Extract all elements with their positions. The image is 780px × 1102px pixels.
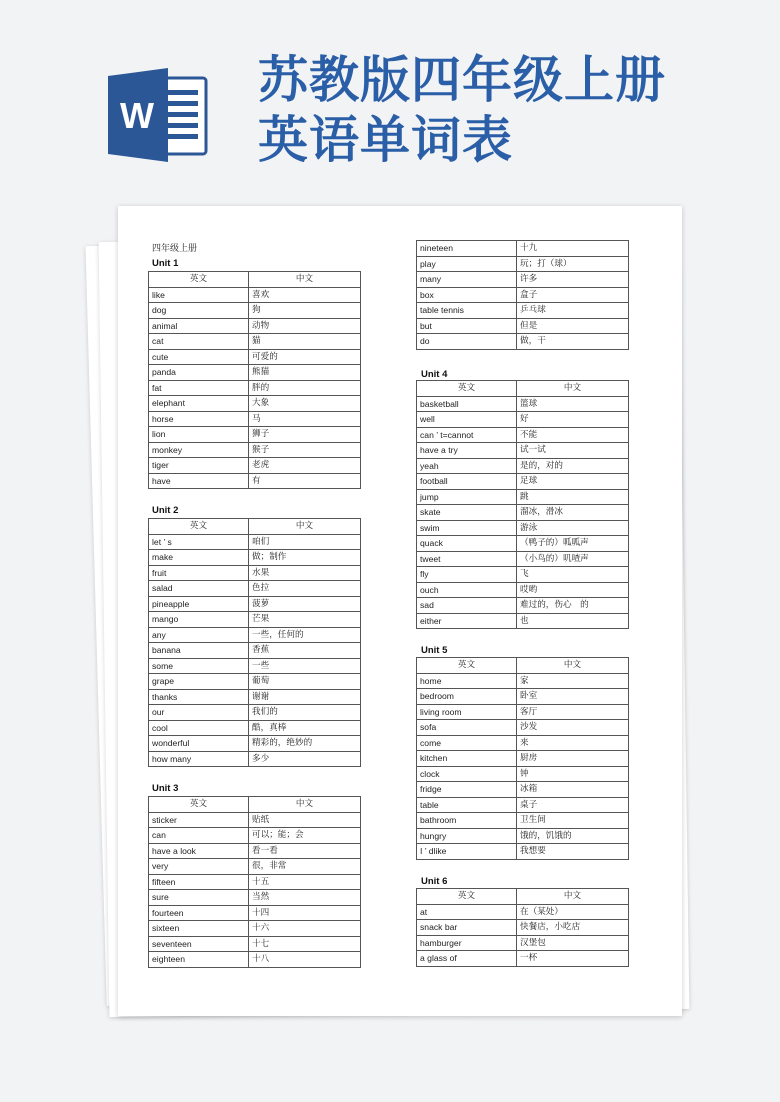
chinese-meaning: 做，干 [517, 334, 629, 350]
table-row [149, 318, 361, 334]
table-row [417, 536, 629, 552]
chinese-meaning: 好 [517, 412, 629, 428]
english-word: swim [417, 520, 517, 536]
table-row [149, 921, 361, 937]
vocab-table [416, 240, 629, 350]
table-row [417, 489, 629, 505]
unit-title: Unit 3 [152, 783, 179, 794]
table-row [417, 272, 629, 288]
english-word: nineteen [417, 241, 517, 257]
english-word: fat [149, 380, 249, 396]
table-row [149, 334, 361, 350]
chinese-meaning: 胖的 [249, 380, 361, 396]
chinese-meaning: 可爱的 [249, 349, 361, 365]
chinese-meaning: 家 [517, 673, 629, 689]
english-word: box [417, 287, 517, 303]
table-row [149, 705, 361, 721]
english-word: seventeen [149, 936, 249, 952]
chinese-meaning: 十七 [249, 936, 361, 952]
chinese-meaning: 水果 [249, 565, 361, 581]
table-row [417, 735, 629, 751]
column-header-english: 英文 [149, 272, 249, 288]
english-word: lion [149, 427, 249, 443]
table-row [417, 720, 629, 736]
table-row [149, 612, 361, 628]
header-banner [0, 0, 780, 200]
table-row [149, 411, 361, 427]
english-word: eighteen [149, 952, 249, 968]
english-word: salad [149, 581, 249, 597]
english-word: jump [417, 489, 517, 505]
chinese-meaning: 在（某处） [517, 904, 629, 920]
english-word: have a look [149, 843, 249, 859]
english-word: tiger [149, 458, 249, 474]
chinese-meaning: 玩；打（球） [517, 256, 629, 272]
chinese-meaning: 马 [249, 411, 361, 427]
table-row [417, 474, 629, 490]
english-word: fourteen [149, 905, 249, 921]
chinese-meaning: 一些 [249, 658, 361, 674]
table-row [149, 689, 361, 705]
table-row [149, 427, 361, 443]
english-word: clock [417, 766, 517, 782]
english-word: well [417, 412, 517, 428]
english-word: many [417, 272, 517, 288]
english-word: fifteen [149, 874, 249, 890]
english-word: do [417, 334, 517, 350]
chinese-meaning: 香蕉 [249, 643, 361, 659]
english-word: let ’ s [149, 534, 249, 550]
english-word: table [417, 797, 517, 813]
english-word: either [417, 613, 517, 629]
table-row [149, 812, 361, 828]
table-row [417, 766, 629, 782]
table-row [417, 782, 629, 798]
chinese-meaning: （鸭子的）呱呱声 [517, 536, 629, 552]
column-header-english: 英文 [417, 381, 517, 397]
chinese-meaning: 熊猫 [249, 365, 361, 381]
english-word: have [149, 473, 249, 489]
table-row [417, 813, 629, 829]
table-row [417, 598, 629, 614]
vocab-table [416, 888, 629, 967]
chinese-meaning: 我想要 [517, 844, 629, 860]
table-row [149, 287, 361, 303]
chinese-meaning: 一些，任何的 [249, 627, 361, 643]
english-word: tweet [417, 551, 517, 567]
english-word: our [149, 705, 249, 721]
english-word: cool [149, 720, 249, 736]
english-word: living room [417, 704, 517, 720]
english-word: yeah [417, 458, 517, 474]
table-row [149, 550, 361, 566]
english-word: monkey [149, 442, 249, 458]
english-word: cat [149, 334, 249, 350]
chinese-meaning: 十四 [249, 905, 361, 921]
column-header-chinese: 中文 [249, 797, 361, 813]
column-header-english: 英文 [149, 519, 249, 535]
chinese-meaning: 贴纸 [249, 812, 361, 828]
title-line-2: 英语单词表 [258, 110, 513, 169]
chinese-meaning: 芒果 [249, 612, 361, 628]
table-row [417, 318, 629, 334]
chinese-meaning: 很，非常 [249, 859, 361, 875]
table-row [149, 905, 361, 921]
chinese-meaning: 客厅 [517, 704, 629, 720]
chinese-meaning: 咱们 [249, 534, 361, 550]
table-row [149, 736, 361, 752]
chinese-meaning: 十六 [249, 921, 361, 937]
chinese-meaning: 猴子 [249, 442, 361, 458]
column-header-chinese: 中文 [249, 519, 361, 535]
unit-title: Unit 4 [421, 369, 448, 380]
chinese-meaning: 也 [517, 613, 629, 629]
english-word: cute [149, 349, 249, 365]
chinese-meaning: 菠萝 [249, 596, 361, 612]
chinese-meaning: 有 [249, 473, 361, 489]
table-row [149, 674, 361, 690]
title-line-1: 苏教版四年级上册 [258, 50, 666, 109]
table-row [417, 427, 629, 443]
chinese-meaning: 精彩的，绝妙的 [249, 736, 361, 752]
table-row [149, 303, 361, 319]
english-word: horse [149, 411, 249, 427]
table-row [149, 380, 361, 396]
chinese-meaning: 大象 [249, 396, 361, 412]
table-row [417, 520, 629, 536]
english-word: fruit [149, 565, 249, 581]
chinese-meaning: 卫生间 [517, 813, 629, 829]
english-word: any [149, 627, 249, 643]
table-row [149, 565, 361, 581]
chinese-meaning: 是的，对的 [517, 458, 629, 474]
vocab-table [416, 380, 629, 629]
page-title [258, 50, 666, 170]
table-row [417, 935, 629, 951]
chinese-meaning: 十八 [249, 952, 361, 968]
english-word: bedroom [417, 689, 517, 705]
english-word: come [417, 735, 517, 751]
table-row [417, 673, 629, 689]
english-word: table tennis [417, 303, 517, 319]
table-row [417, 287, 629, 303]
chinese-meaning: 喜欢 [249, 287, 361, 303]
chinese-meaning: 当然 [249, 890, 361, 906]
chinese-meaning: 一杯 [517, 951, 629, 967]
english-word: at [417, 904, 517, 920]
table-row [149, 874, 361, 890]
chinese-meaning: 冰箱 [517, 782, 629, 798]
english-word: dog [149, 303, 249, 319]
column-header-english: 英文 [417, 658, 517, 674]
column-header-chinese: 中文 [249, 272, 361, 288]
chinese-meaning: 谢谢 [249, 689, 361, 705]
chinese-meaning: 游泳 [517, 520, 629, 536]
english-word: snack bar [417, 920, 517, 936]
chinese-meaning: 十五 [249, 874, 361, 890]
chinese-meaning: 老虎 [249, 458, 361, 474]
chinese-meaning: 许多 [517, 272, 629, 288]
chinese-meaning: 难过的，伤心 的 [517, 598, 629, 614]
table-row [149, 952, 361, 968]
english-word: sticker [149, 812, 249, 828]
english-word: sixteen [149, 921, 249, 937]
english-word: fly [417, 567, 517, 583]
chinese-meaning: 色拉 [249, 581, 361, 597]
chinese-meaning: 看一看 [249, 843, 361, 859]
chinese-meaning: 飞 [517, 567, 629, 583]
table-row [149, 643, 361, 659]
chinese-meaning: 十九 [517, 241, 629, 257]
table-row [417, 303, 629, 319]
table-row [149, 396, 361, 412]
table-row [417, 458, 629, 474]
chinese-meaning: （小鸟的）叽喳声 [517, 551, 629, 567]
chinese-meaning: 厨房 [517, 751, 629, 767]
table-row [149, 890, 361, 906]
table-row [149, 751, 361, 767]
logo-letter: W [120, 95, 154, 136]
vocab-table [148, 271, 361, 489]
table-row [417, 443, 629, 459]
chinese-meaning: 但是 [517, 318, 629, 334]
unit-title: Unit 1 [152, 258, 179, 269]
table-row [417, 828, 629, 844]
table-row [417, 797, 629, 813]
table-row [417, 751, 629, 767]
table-row [417, 689, 629, 705]
unit-title: Unit 5 [421, 645, 448, 656]
word-logo-icon [108, 68, 208, 162]
english-word: hungry [417, 828, 517, 844]
vocab-table [416, 657, 629, 860]
chinese-meaning: 溜冰，滑冰 [517, 505, 629, 521]
english-word: football [417, 474, 517, 490]
unit-title: Unit 6 [421, 876, 448, 887]
chinese-meaning: 狗 [249, 303, 361, 319]
english-word: home [417, 673, 517, 689]
vocab-table [148, 518, 361, 767]
chinese-meaning: 桌子 [517, 797, 629, 813]
chinese-meaning: 哎哟 [517, 582, 629, 598]
english-word: banana [149, 643, 249, 659]
chinese-meaning: 做；制作 [249, 550, 361, 566]
table-row [149, 596, 361, 612]
table-row [149, 473, 361, 489]
chinese-meaning: 试一试 [517, 443, 629, 459]
chinese-meaning: 卧室 [517, 689, 629, 705]
table-row [149, 828, 361, 844]
table-row [417, 613, 629, 629]
english-word: basketball [417, 396, 517, 412]
chinese-meaning: 乒乓球 [517, 303, 629, 319]
english-word: panda [149, 365, 249, 381]
table-row [417, 582, 629, 598]
table-row [149, 349, 361, 365]
english-word: I ’ dlike [417, 844, 517, 860]
english-word: can [149, 828, 249, 844]
table-row [417, 704, 629, 720]
english-word: thanks [149, 689, 249, 705]
chinese-meaning: 篮球 [517, 396, 629, 412]
table-row [149, 534, 361, 550]
english-word: sad [417, 598, 517, 614]
column-header-english: 英文 [417, 889, 517, 905]
vocab-table [148, 796, 361, 968]
table-row [417, 951, 629, 967]
english-word: make [149, 550, 249, 566]
table-row [149, 859, 361, 875]
column-header-chinese: 中文 [517, 658, 629, 674]
english-word: wonderful [149, 736, 249, 752]
chinese-meaning: 动物 [249, 318, 361, 334]
chinese-meaning: 来 [517, 735, 629, 751]
english-word: how many [149, 751, 249, 767]
table-row [417, 256, 629, 272]
english-word: have a try [417, 443, 517, 459]
table-row [149, 936, 361, 952]
chinese-meaning: 盒子 [517, 287, 629, 303]
chinese-meaning: 汉堡包 [517, 935, 629, 951]
english-word: play [417, 256, 517, 272]
english-word: sofa [417, 720, 517, 736]
table-row [149, 442, 361, 458]
table-row [417, 412, 629, 428]
chinese-meaning: 跳 [517, 489, 629, 505]
english-word: quack [417, 536, 517, 552]
chinese-meaning: 钟 [517, 766, 629, 782]
english-word: fridge [417, 782, 517, 798]
chinese-meaning: 饿的，饥饿的 [517, 828, 629, 844]
english-word: mango [149, 612, 249, 628]
grade-label: 四年级上册 [152, 244, 198, 254]
table-row [417, 505, 629, 521]
english-word: pineapple [149, 596, 249, 612]
chinese-meaning: 足球 [517, 474, 629, 490]
table-row [417, 844, 629, 860]
chinese-meaning: 葡萄 [249, 674, 361, 690]
table-row [149, 843, 361, 859]
column-header-chinese: 中文 [517, 889, 629, 905]
english-word: hamburger [417, 935, 517, 951]
english-word: ouch [417, 582, 517, 598]
table-row [417, 396, 629, 412]
english-word: elephant [149, 396, 249, 412]
table-row [417, 334, 629, 350]
english-word: animal [149, 318, 249, 334]
english-word: like [149, 287, 249, 303]
chinese-meaning: 沙发 [517, 720, 629, 736]
table-row [149, 720, 361, 736]
english-word: sure [149, 890, 249, 906]
column-header-chinese: 中文 [517, 381, 629, 397]
english-word: kitchen [417, 751, 517, 767]
chinese-meaning: 多少 [249, 751, 361, 767]
table-row [417, 920, 629, 936]
english-word: but [417, 318, 517, 334]
chinese-meaning: 可以；能；会 [249, 828, 361, 844]
table-row [417, 241, 629, 257]
english-word: can ’ t=cannot [417, 427, 517, 443]
english-word: skate [417, 505, 517, 521]
table-row [149, 627, 361, 643]
english-word: a glass of [417, 951, 517, 967]
table-row [417, 567, 629, 583]
unit-title: Unit 2 [152, 505, 179, 516]
column-header-english: 英文 [149, 797, 249, 813]
table-row [417, 551, 629, 567]
english-word: very [149, 859, 249, 875]
table-row [149, 581, 361, 597]
english-word: some [149, 658, 249, 674]
chinese-meaning: 我们的 [249, 705, 361, 721]
english-word: grape [149, 674, 249, 690]
chinese-meaning: 猫 [249, 334, 361, 350]
table-row [149, 458, 361, 474]
english-word: bathroom [417, 813, 517, 829]
chinese-meaning: 狮子 [249, 427, 361, 443]
table-row [417, 904, 629, 920]
table-row [149, 658, 361, 674]
chinese-meaning: 快餐店，小吃店 [517, 920, 629, 936]
chinese-meaning: 不能 [517, 427, 629, 443]
table-row [149, 365, 361, 381]
chinese-meaning: 酷，真棒 [249, 720, 361, 736]
